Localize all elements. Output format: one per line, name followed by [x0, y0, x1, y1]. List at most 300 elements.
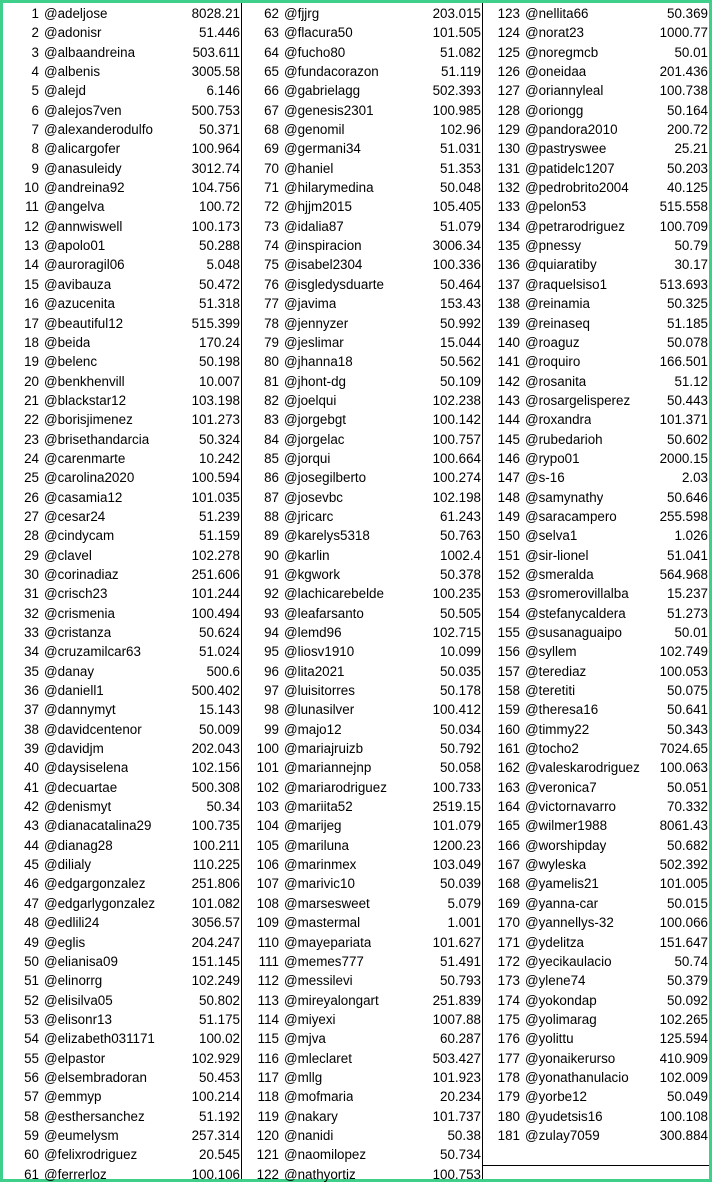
value-cell: 1.026 — [674, 528, 708, 544]
row-number: 1 — [31, 6, 39, 21]
username-cell: @stefanycaldera — [525, 605, 626, 621]
table-row — [244, 836, 484, 855]
value-cell: 50.343 — [667, 721, 708, 737]
username-cell: @mofmaria — [284, 1089, 354, 1105]
table-row — [485, 913, 711, 932]
row-number: 42 — [24, 799, 39, 815]
value-cell: 51.175 — [199, 1011, 240, 1027]
table-row — [485, 410, 711, 429]
value-cell: 100.735 — [191, 818, 240, 834]
value-cell: 50.203 — [667, 160, 708, 176]
username-cell: @elpastor — [44, 1050, 106, 1066]
row-number: 56 — [24, 1069, 39, 1085]
row-number: 60 — [24, 1147, 39, 1163]
table-row — [4, 565, 243, 584]
username-cell: @alicargofer — [44, 141, 121, 157]
value-cell: 100.336 — [432, 257, 481, 273]
username-cell: @roquiro — [525, 354, 581, 370]
table-row — [244, 1029, 484, 1048]
row-number: 133 — [497, 199, 520, 215]
table-row — [485, 372, 711, 391]
username-cell: @yonaikerurso — [525, 1050, 616, 1066]
table-row — [4, 391, 243, 410]
row-number: 141 — [497, 354, 520, 370]
value-cell: 50.992 — [440, 315, 481, 331]
username-cell: @theresa16 — [525, 702, 599, 718]
table-row — [4, 294, 243, 313]
table-row — [244, 700, 484, 719]
row-number: 51 — [24, 973, 39, 989]
row-number: 176 — [497, 1031, 520, 1047]
username-cell: @cesar24 — [44, 508, 106, 524]
value-cell: 25.21 — [674, 141, 708, 157]
username-cell: @carenmarte — [44, 450, 126, 466]
table-row — [485, 488, 711, 507]
table-row — [244, 236, 484, 255]
table-row — [485, 314, 711, 333]
value-cell: 51.446 — [199, 25, 240, 41]
username-cell: @gabrielagg — [284, 83, 361, 99]
table-row — [485, 1107, 711, 1126]
row-number: 143 — [497, 392, 520, 408]
table-row — [4, 836, 243, 855]
table-row — [485, 1087, 711, 1106]
username-cell: @josegilberto — [284, 470, 367, 486]
table-row — [244, 758, 484, 777]
row-number: 13 — [24, 238, 39, 254]
username-cell: @yannellys-32 — [525, 915, 614, 931]
username-cell: @mayepariata — [284, 934, 372, 950]
table-row — [485, 352, 711, 371]
username-cell: @lemd96 — [284, 625, 342, 640]
username-cell: @karlin — [284, 547, 330, 563]
table-row — [244, 23, 484, 42]
username-cell: @messilevi — [284, 973, 353, 989]
row-number: 171 — [497, 934, 520, 950]
table-row — [244, 623, 484, 642]
value-cell: 15.143 — [199, 702, 240, 718]
value-cell: 100.594 — [191, 470, 240, 486]
row-number: 101 — [256, 760, 279, 776]
value-cell: 8028.21 — [191, 6, 240, 21]
table-row — [485, 700, 711, 719]
username-cell: @sromerovillalba — [525, 586, 629, 602]
value-cell: 15.044 — [440, 334, 481, 350]
row-number: 99 — [264, 721, 279, 737]
value-cell: 51.12 — [674, 373, 708, 389]
row-number: 50 — [24, 953, 39, 969]
value-cell: 1200.23 — [432, 837, 481, 853]
value-cell: 51.031 — [440, 141, 481, 157]
row-number: 177 — [497, 1050, 520, 1066]
value-cell: 10.099 — [440, 644, 481, 660]
row-number: 79 — [264, 334, 279, 350]
username-cell: @dilialy — [44, 857, 92, 873]
username-cell: @marivic10 — [284, 876, 355, 892]
row-number: 102 — [256, 779, 279, 795]
value-cell: 300.884 — [659, 1127, 708, 1143]
value-cell: 50.109 — [440, 373, 481, 389]
value-cell: 3056.57 — [191, 915, 240, 931]
table-row — [244, 255, 484, 274]
row-number: 44 — [24, 837, 39, 853]
table-row — [4, 410, 243, 429]
row-number: 156 — [497, 644, 520, 660]
table-row — [4, 604, 243, 623]
value-cell: 50.734 — [440, 1147, 481, 1163]
value-cell: 102.198 — [432, 489, 481, 505]
value-cell: 100.738 — [659, 83, 708, 99]
value-cell: 503.427 — [432, 1050, 481, 1066]
username-cell: @marinmex — [284, 857, 357, 873]
row-number: 29 — [24, 547, 39, 563]
row-number: 70 — [264, 160, 279, 176]
row-number: 105 — [256, 837, 279, 853]
value-cell: 50.369 — [667, 6, 708, 21]
table-row — [4, 236, 243, 255]
value-cell: 100.274 — [432, 470, 481, 486]
value-cell: 1002.4 — [440, 547, 481, 563]
table-row — [4, 623, 243, 642]
row-number: 21 — [24, 392, 39, 408]
username-cell: @mariannejnp — [284, 760, 372, 776]
username-cell: @marsesweet — [284, 895, 370, 911]
value-cell: 50.034 — [440, 721, 481, 737]
table-row — [4, 314, 243, 333]
row-number: 140 — [497, 334, 520, 350]
value-cell: 410.909 — [659, 1050, 708, 1066]
table-row — [485, 81, 711, 100]
row-number: 145 — [497, 431, 520, 447]
table-row — [244, 778, 484, 797]
value-cell: 50.38 — [447, 1127, 481, 1143]
table-row — [244, 410, 484, 429]
value-cell: 50.763 — [440, 528, 481, 544]
value-cell: 166.501 — [659, 354, 708, 370]
value-cell: 51.273 — [667, 605, 708, 621]
table-row — [4, 739, 243, 758]
table-row — [244, 739, 484, 758]
username-cell: @pandora2010 — [525, 122, 618, 138]
row-number: 58 — [24, 1108, 39, 1124]
row-number: 157 — [497, 663, 520, 679]
value-cell: 50.74 — [674, 953, 708, 969]
username-cell: @mleclaret — [284, 1050, 352, 1066]
value-cell: 202.043 — [191, 741, 240, 757]
table-row — [244, 372, 484, 391]
value-cell: 2519.15 — [432, 799, 481, 815]
table-row — [4, 449, 243, 468]
value-cell: 102.265 — [659, 1011, 708, 1027]
table-row — [4, 101, 243, 120]
row-number: 91 — [264, 566, 279, 582]
value-cell: 101.079 — [432, 818, 481, 834]
table-column-2 — [244, 4, 484, 1184]
table-row — [244, 62, 484, 81]
value-cell: 51.318 — [199, 296, 240, 312]
value-cell: 50.792 — [440, 741, 481, 757]
table-row — [244, 197, 484, 216]
table-row — [244, 4, 484, 23]
value-cell: 50.378 — [440, 566, 481, 582]
row-number: 139 — [497, 315, 520, 331]
value-cell: 51.353 — [440, 160, 481, 176]
value-cell: 100.173 — [191, 218, 240, 234]
row-number: 158 — [497, 683, 520, 699]
username-cell: @fundacorazon — [284, 64, 379, 80]
username-cell: @lachicarebelde — [284, 586, 384, 602]
username-cell: @flacura50 — [284, 25, 353, 41]
username-cell: @borisjimenez — [44, 412, 133, 428]
username-cell: @albenis — [44, 64, 101, 80]
table-row — [244, 971, 484, 990]
username-cell: @adonisr — [44, 25, 102, 41]
row-number: 164 — [497, 799, 520, 815]
username-cell: @oriannyleal — [525, 83, 604, 99]
row-number: 84 — [264, 431, 279, 447]
username-cell: @blackstar12 — [44, 392, 127, 408]
username-cell: @dianag28 — [44, 837, 113, 853]
table-row — [485, 4, 711, 23]
username-cell: @albaandreina — [44, 44, 136, 60]
table-row — [244, 565, 484, 584]
row-number: 174 — [497, 992, 520, 1008]
username-cell: @raquelsiso1 — [525, 276, 608, 292]
value-cell: 50.472 — [199, 276, 240, 292]
row-number: 19 — [24, 354, 39, 370]
username-cell: @yolittu — [525, 1031, 574, 1047]
value-cell: 100.053 — [659, 663, 708, 679]
row-number: 98 — [264, 702, 279, 718]
value-cell: 251.606 — [191, 566, 240, 582]
table-row — [244, 139, 484, 158]
row-number: 169 — [497, 895, 520, 911]
row-number: 108 — [256, 895, 279, 911]
table-row — [4, 894, 243, 913]
username-cell: @genomil — [284, 122, 345, 138]
table-row — [4, 217, 243, 236]
value-cell: 40.125 — [667, 180, 708, 196]
table-row — [244, 991, 484, 1010]
table-row — [485, 584, 711, 603]
value-cell: 100.964 — [191, 141, 240, 157]
value-cell: 50.464 — [440, 276, 481, 292]
value-cell: 50.379 — [667, 973, 708, 989]
username-cell: @elianisa09 — [44, 953, 118, 969]
row-number: 2 — [31, 25, 39, 41]
value-cell: 50.039 — [440, 876, 481, 892]
value-cell: 100.72 — [199, 199, 240, 215]
username-cell: @roxandra — [525, 412, 592, 428]
value-cell: 50.164 — [667, 102, 708, 118]
table-row — [4, 584, 243, 603]
value-cell: 204.247 — [191, 934, 240, 950]
row-number: 90 — [264, 547, 279, 563]
table-row — [244, 1145, 484, 1164]
row-number: 172 — [497, 953, 520, 969]
username-cell: @decuartae — [44, 779, 118, 795]
row-number: 142 — [497, 373, 520, 389]
username-cell: @yudetsis16 — [525, 1108, 603, 1124]
table-row — [485, 62, 711, 81]
row-number: 18 — [24, 334, 39, 350]
value-cell: 50.624 — [199, 625, 240, 640]
username-cell: @pnessy — [525, 238, 582, 254]
row-number: 100 — [256, 741, 279, 757]
value-cell: 102.749 — [659, 644, 708, 660]
row-number: 148 — [497, 489, 520, 505]
username-cell: @naomilopez — [284, 1147, 367, 1163]
table-row — [244, 1165, 484, 1184]
username-cell: @liosv1910 — [284, 644, 355, 660]
value-cell: 200.72 — [667, 122, 708, 138]
value-cell: 101.505 — [432, 25, 481, 41]
table-row — [485, 43, 711, 62]
table-row — [485, 991, 711, 1010]
username-cell: @mariita52 — [284, 799, 353, 815]
value-cell: 60.287 — [440, 1031, 481, 1047]
username-cell: @corinadiaz — [44, 566, 119, 582]
table-row — [244, 217, 484, 236]
table-row — [244, 1107, 484, 1126]
table-row — [485, 720, 711, 739]
table-row — [244, 681, 484, 700]
row-number: 128 — [497, 102, 520, 118]
table-row — [485, 971, 711, 990]
username-cell: @patidelc1207 — [525, 160, 615, 176]
username-cell: @esthersanchez — [44, 1108, 145, 1124]
row-number: 81 — [264, 373, 279, 389]
row-number: 62 — [264, 6, 279, 21]
value-cell: 257.314 — [191, 1127, 240, 1143]
value-cell: 3012.74 — [191, 160, 240, 176]
value-cell: 50.682 — [667, 837, 708, 853]
username-cell: @pastryswee — [525, 141, 607, 157]
row-number: 66 — [264, 83, 279, 99]
row-number: 166 — [497, 837, 520, 853]
username-cell: @teretiti — [525, 683, 576, 699]
value-cell: 50.092 — [667, 992, 708, 1008]
table-row — [4, 1107, 243, 1126]
table-row — [244, 275, 484, 294]
username-cell: @oneidaa — [525, 64, 587, 80]
row-number: 17 — [24, 315, 39, 331]
value-cell: 51.082 — [440, 44, 481, 60]
table-row — [4, 816, 243, 835]
table-row — [244, 855, 484, 874]
username-cell: @mariarodriguez — [284, 779, 387, 795]
value-cell: 513.693 — [659, 276, 708, 292]
row-number: 72 — [264, 199, 279, 215]
username-cell: @yonathanulacio — [525, 1069, 629, 1085]
table-row — [485, 739, 711, 758]
column-divider — [482, 3, 483, 1179]
table-row — [4, 933, 243, 952]
username-cell: @inspiracion — [284, 238, 362, 254]
username-cell: @daniell1 — [44, 683, 104, 699]
row-number: 146 — [497, 450, 520, 466]
username-cell: @felixrodriguez — [44, 1147, 138, 1163]
value-cell: 502.392 — [659, 857, 708, 873]
table-row — [4, 197, 243, 216]
row-number: 11 — [25, 199, 39, 215]
table-row — [4, 507, 243, 526]
username-cell: @majo12 — [284, 721, 342, 737]
username-cell: @wilmer1988 — [525, 818, 608, 834]
username-cell: @luisitorres — [284, 683, 355, 699]
username-cell: @elisilva05 — [44, 992, 113, 1008]
row-number: 162 — [497, 760, 520, 776]
row-number: 12 — [24, 218, 39, 234]
username-cell: @mjva — [284, 1031, 326, 1047]
table-row — [4, 526, 243, 545]
row-number: 9 — [31, 160, 39, 176]
value-cell: 101.737 — [432, 1108, 481, 1124]
table-row — [4, 430, 243, 449]
row-number: 120 — [256, 1127, 279, 1143]
table-row — [485, 217, 711, 236]
value-cell: 170.24 — [199, 334, 240, 350]
table-row — [485, 778, 711, 797]
value-cell: 103.198 — [191, 392, 240, 408]
username-cell: @ferrerloz — [44, 1166, 107, 1182]
username-cell: @quiaratiby — [525, 257, 597, 273]
table-row — [485, 1126, 711, 1145]
value-cell: 102.929 — [191, 1050, 240, 1066]
value-cell: 502.393 — [432, 83, 481, 99]
table-row — [244, 816, 484, 835]
row-number: 48 — [24, 915, 39, 931]
username-cell: @elisonr13 — [44, 1011, 112, 1027]
username-cell: @mariajruizb — [284, 741, 364, 757]
username-cell: @annwiswell — [44, 218, 123, 234]
username-cell: @yecikaulacio — [525, 953, 612, 969]
row-number: 37 — [24, 702, 39, 718]
value-cell: 1000.77 — [659, 25, 708, 41]
row-number: 63 — [264, 25, 279, 41]
row-number: 35 — [24, 663, 39, 679]
username-cell: @timmy22 — [525, 721, 590, 737]
row-number: 179 — [497, 1089, 520, 1105]
table-row — [4, 1087, 243, 1106]
value-cell: 515.558 — [659, 199, 708, 215]
value-cell: 50.178 — [440, 683, 481, 699]
row-number: 80 — [264, 354, 279, 370]
row-number: 15 — [24, 276, 39, 292]
table-row — [4, 797, 243, 816]
username-cell: @reinamia — [525, 296, 590, 312]
row-number: 116 — [257, 1050, 279, 1066]
table-row — [485, 662, 711, 681]
row-number: 175 — [497, 1011, 520, 1027]
username-cell: @clavel — [44, 547, 92, 563]
row-number: 155 — [497, 625, 520, 640]
row-number: 122 — [256, 1166, 279, 1182]
username-cell: @yorbe12 — [525, 1089, 587, 1105]
value-cell: 100.753 — [432, 1166, 481, 1182]
row-number: 69 — [264, 141, 279, 157]
value-cell: 10.242 — [199, 450, 240, 466]
value-cell: 515.399 — [191, 315, 240, 331]
value-cell: 100.106 — [191, 1166, 240, 1182]
username-cell: @avibauza — [44, 276, 112, 292]
table-row — [4, 778, 243, 797]
username-cell: @crismenia — [44, 605, 115, 621]
value-cell: 50.802 — [199, 992, 240, 1008]
value-cell: 50.79 — [674, 238, 708, 254]
username-cell: @victornavarro — [525, 799, 616, 815]
username-cell: @worshipday — [525, 837, 607, 853]
